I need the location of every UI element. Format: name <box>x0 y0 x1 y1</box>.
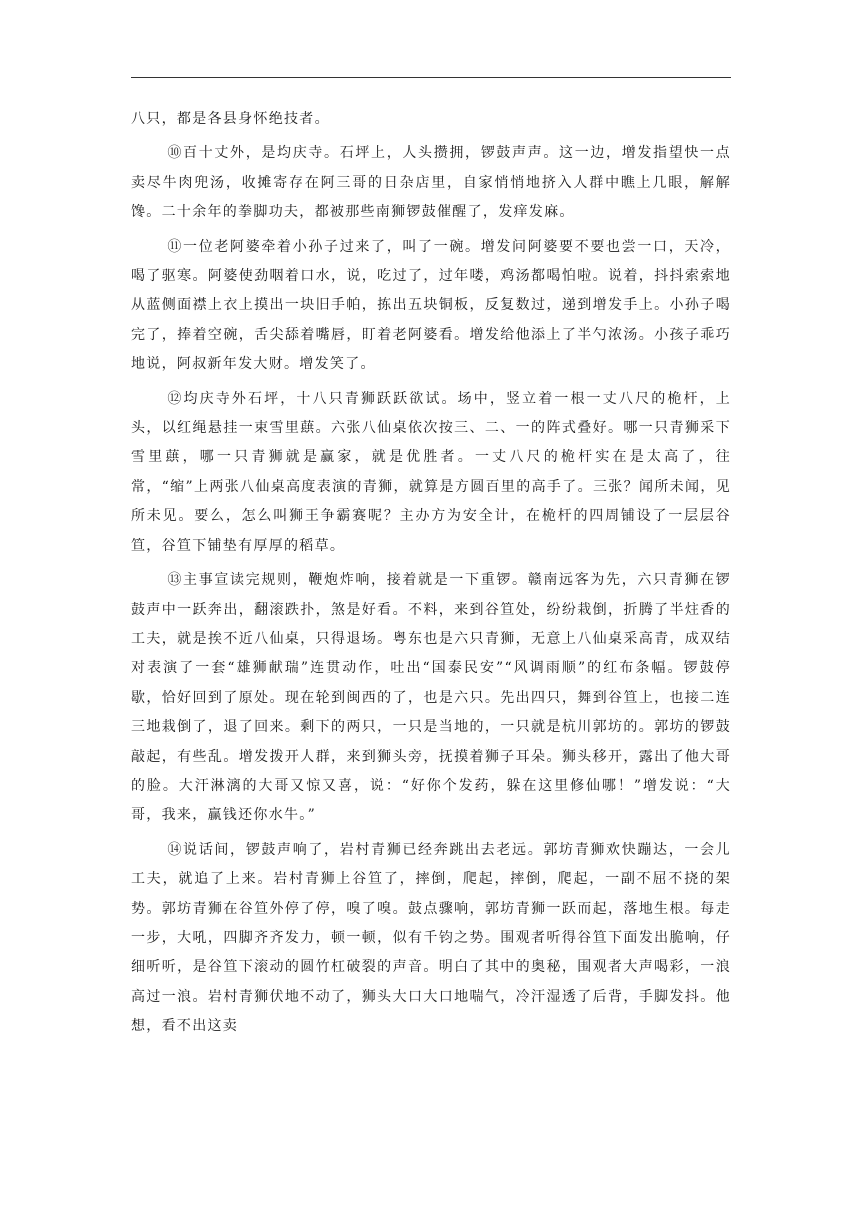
paragraph-11: ⑪一位老阿婆牵着小孙子过来了，叫了一碗。增发问阿婆要不要也尝一口，天冷，喝了驱寒。阿婆使劲咽着口水，说，吃过了，过年喽，鸡汤都喝怕啦。说着，抖抖索索地从蓝侧面襟上衣上摸出一块旧手帕，拣出五块铜板，反复数过，递到增发手上。小孙子喝完了，捧着空碗，舌尖舔着嘴唇，盯着老阿婆看。增发给他添上了半勺浓汤。小孩子乖巧地说，阿叔新年发大财。增发笑了。 <box>131 238 731 373</box>
paragraph-14: ⑭说话间，锣鼓声响了，岩村青狮已经奔跳出去老远。郭坊青狮欢快蹦达，一会儿工夫，就追了上来。岩村青狮上谷笪了，摔倒，爬起，摔倒，爬起，一副不屈不挠的架势。郭坊青狮在谷笪外停了停，嗅了嗅。鼓点骤响，郭坊青狮一跃而起，落地生根。每走一步，大吼，四脚齐齐发力，顿一顿，似有千钧之势。围观者听得谷笪下面发出脆响，仔细听听，是谷笪下滚动的圆竹杠破裂的声音。明白了其中的奥秘，围观者大声喝彩，一浪高过一浪。岩村青狮伏地不动了，狮头大口大口地喘气，冷汗湿透了后背，手脚发抖。他想，看不出这卖 <box>131 841 731 1035</box>
article-body <box>131 105 731 1042</box>
paragraph-continuation: 八只，都是各县身怀绝技者。 <box>131 111 330 127</box>
paragraph-12: ⑫均庆寺外石坪，十八只青狮跃跃欲试。场中，竖立着一根一丈八尺的桅杆，上头，以红绳悬挂一束雪里蕻。六张八仙桌依次按三、二、一的阵式叠好。哪一只青狮采下雪里蕻，哪一只青狮就是赢家，就是优胜者。一丈八尺的桅杆实在是太高了，往常，“缩”上两张八仙桌高度表演的青狮，就算是方圆百里的高手了。三张？闻所未闻，见所未见。要么，怎么叫狮王争霸赛呢？主办方为安全计，在桅杆的四周铺设了一层层谷笪，谷笪下铺垫有厚厚的稻草。 <box>131 390 731 554</box>
paragraph-13: ⑬主事宣读完规则，鞭炮炸响，接着就是一下重锣。赣南远客为先，六只青狮在锣鼓声中一跃奔出，翻滚跌扑，煞是好看。不料，来到谷笪处，纷纷栽倒，折腾了半炷香的工夫，就是挨不近八仙桌，只得退场。粤东也是六只青狮，无意上八仙桌采高青，成双结对表演了一套“雄狮献瑞”连贯动作，吐出“国泰民安”“风调雨顺”的红布条幅。锣鼓停歇，恰好回到了原处。现在轮到闽西的了，也是六只。先出四只，舞到谷笪上，也接二连三地栽倒了，退了回来。剩下的两只，一只是当地的，一只就是杭川郭坊的。郭坊的锣鼓敲起，有些乱。增发拨开人群，来到狮头旁，抚摸着狮子耳朵。狮头移开，露出了他大哥的脸。大汗淋漓的大哥又惊又喜，说：“好你个发药，躲在这里修仙哪！”增发说：“大哥，我来，赢钱还你水牛。” <box>131 572 731 824</box>
header-rule <box>131 77 731 78</box>
paragraph-10: ⑩百十丈外，是均庆寺。石坪上，人头攒拥，锣鼓声声。这一边，增发指望快一点卖尽牛肉兜汤，收摊寄存在阿三哥的日杂店里，自家悄悄地挤入人群中瞧上几眼，解解馋。二十余年的拳脚功夫，都被那些南狮锣鼓催醒了，发痒发麻。 <box>131 145 731 221</box>
